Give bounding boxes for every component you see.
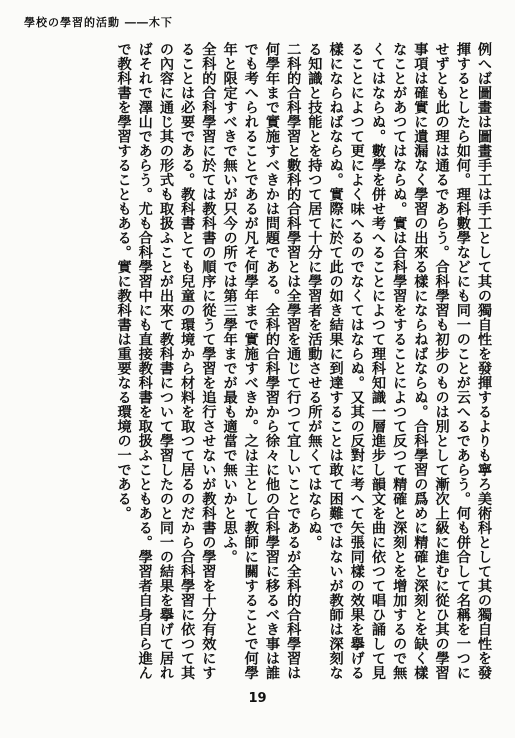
paragraph: 二科的合科學習と數科的合科學習とは全學習を通じて行つて宜しいことであるが全科的合科學習は何學年まで實施すべきかは問題である。全科的合科學習から徐々に他の合科學習に移るべき事は誰でも考へられることであるが凡そ何學年まで實施すべきか。之は主として教師に關することで何學年と限定すべきで無いが只今の所では第三學年までが最も適當で無いかと思ふ。 — [221, 42, 302, 680]
page-number: 19 — [248, 691, 267, 706]
running-head: 學校の學習的活動 ――木下 — [24, 16, 173, 29]
body-text — [24, 42, 494, 682]
paragraph: 例へば圖畫は圖畫手工は手工として其の獨自性を發揮するよりも寧ろ美術科として其の獨自性を發揮するとしたら如何。理科數學などにも同一のことが云へるであらう。何も併合して名稱を一つにせずとも此の理は通るであらう。合科學習も初步のものは別として漸次上級に進むに從ひ其の學習事項は確實に遺漏なく學習の出來る樣にならねばならぬ。合科學習の爲めに精確と深刻とを缺く樣なことがあつてはならぬ。實は合科學習をすることによつて反つて精確と深刻とを增加するので無くてはならぬ。數學を併せ考へることによつて理科知識一層進步し韻文を曲に依つて唱ひ誦して見ることによつて更によく味へるのでなくてはならぬ。又其の反對に考へて矢張同樣の效果を擧げる樣にならねばならぬ。實際に於て此の如き結果に到達することは敢て困難ではないが教師は深刻なる知識と技能とを持つて居て十分に學習者を活動させる所が無くてはならぬ。 — [306, 42, 492, 680]
paragraph: 全科的合科學習に於ては教科書の順序に從うて學習を追行させないが教科書の學習を十分有效にすることは必要である。教科書とても兒童の環境から材料を取つて居るのだから合科學習に依つて其の內容に通じ其の形式も取扱ふことが出來て教科書について學習したのと同一の結果を擧げて居ればそれで澤山であらう。尤も合科學習中にも直接教科書を取扱ふこともある。學習者自身自ら進んで教科書を學習することもある。實に教科書は重要なる環境の一である。 — [115, 42, 217, 680]
